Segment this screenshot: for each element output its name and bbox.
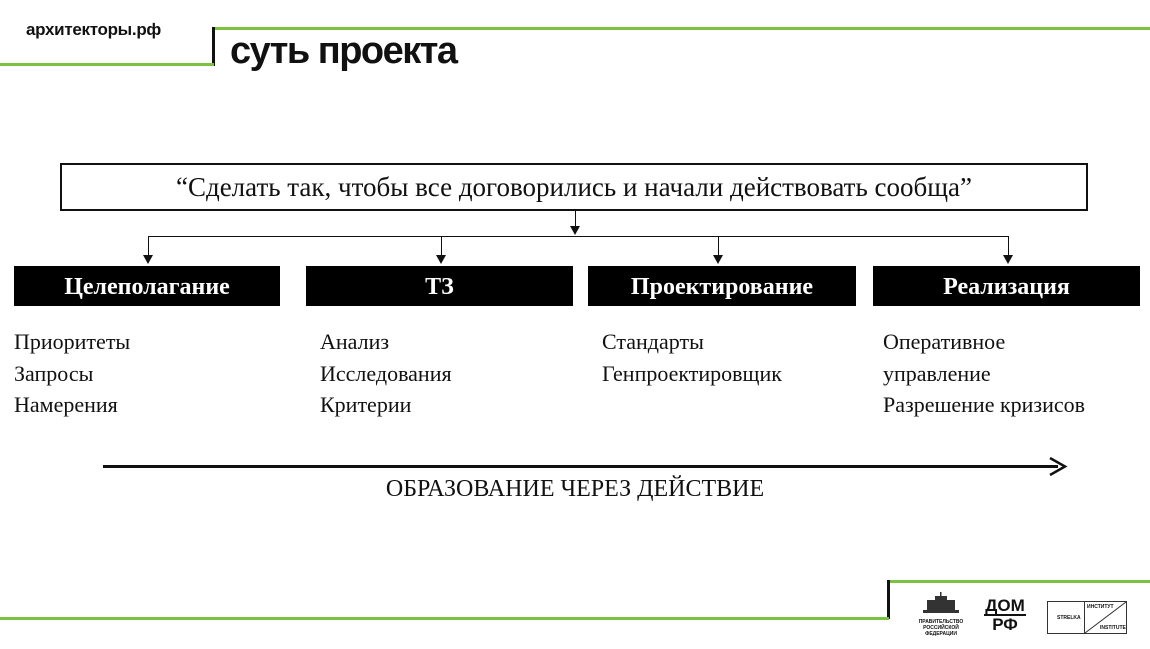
footer-rule-vertical [887,580,890,619]
list-item: Приоритеты [14,329,131,354]
stage-tz: ТЗ [306,266,573,306]
institut-text: ИНСТИТУТ [1087,604,1114,610]
list-item: Разрешение кризисов [883,392,1086,417]
footer-rule-left [0,617,889,620]
stage-design: Проектирование [588,266,856,306]
government-building-icon [923,592,959,614]
dom-rf-logo-bottom: РФ [992,615,1018,634]
stage-goal-setting: Целеполагание [14,266,280,306]
dom-rf-logo-top: ДОМ [985,596,1025,615]
strelka-logo [1047,601,1127,634]
list-item: Запросы [14,360,94,386]
list-item: Намерения [14,392,118,417]
connector-4 [1008,236,1009,256]
header-rule-left [0,63,214,66]
connector-3 [718,236,719,256]
page-title: суть проекта [230,30,457,72]
connector-center [575,211,576,227]
strelka-logo-text: STRELKA [1057,615,1081,621]
list-item: Критерии [320,392,412,417]
connector-1 [148,236,149,256]
connector-2 [441,236,442,256]
timeline-label: ОБРАЗОВАНИЕ ЧЕРЕЗ ДЕЙСТВИЕ [385,476,765,502]
site-name: архитекторы.рф [26,20,161,39]
list-item: управление [883,360,991,386]
list-item: Оперативное [883,329,1006,354]
stage-2-list [320,326,452,421]
list-item: Исследования [320,360,452,386]
list-item: Генпроектировщик [602,360,782,386]
government-logo [912,592,970,637]
header-rule-vertical [212,27,215,66]
stage-implementation: Реализация [873,266,1140,306]
list-item: Анализ [320,329,390,354]
arrow-right-icon [1048,457,1068,476]
arrow-down-icon [713,255,723,264]
stage-3-list [602,326,782,389]
arrow-down-icon [436,255,446,264]
arrow-down-icon [143,255,153,264]
timeline-arrow-line [103,465,1058,468]
government-logo-text: ПРАВИТЕЛЬСТВО РОССИЙСКОЙ ФЕДЕРАЦИИ [918,619,964,637]
footer-rule-right [888,580,1150,583]
quote-box: “Сделать так, чтобы все договорились и начали действовать сообща” [60,163,1088,211]
arrow-down-icon [570,226,580,235]
list-item: Стандарты [602,329,704,354]
arrow-down-icon [1003,255,1013,264]
stage-1-list [14,326,130,421]
institute-text: INSTITUTE [1100,625,1126,631]
connector-horizontal [148,236,1009,237]
stage-4-list [883,326,1085,421]
dom-rf-logo [984,597,1026,633]
